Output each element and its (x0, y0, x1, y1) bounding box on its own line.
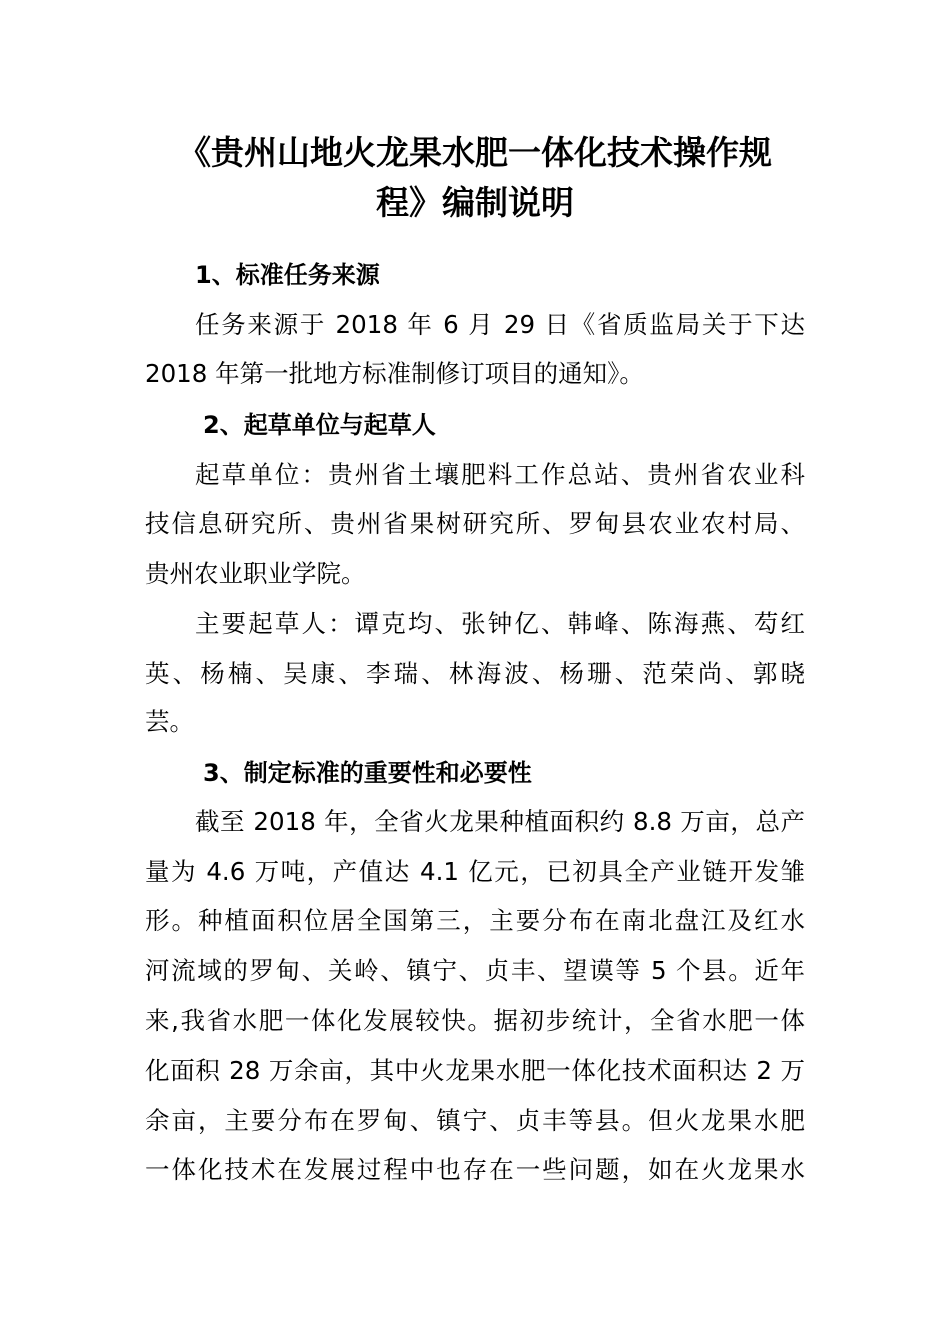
paragraph-line: 河流域的罗甸、关岭、镇宁、贞丰、望谟等 5 个县。近年 (145, 956, 805, 985)
paragraph-line: 截至 2018 年，全省火龙果种植面积约 8.8 万亩，总产 (195, 807, 805, 836)
paragraph-line: 余亩，主要分布在罗甸、镇宁、贞丰等县。但火龙果水肥 (145, 1106, 805, 1135)
paragraph-line: 主要起草人：谭克均、张钟亿、韩峰、陈海燕、芶红 (195, 609, 805, 638)
paragraph-line: 芸。 (145, 707, 194, 736)
paragraph-line: 来,我省水肥一体化发展较快。据初步统计，全省水肥一体 (145, 1006, 805, 1035)
paragraph-line: 起草单位：贵州省土壤肥料工作总站、贵州省农业科 (195, 460, 805, 489)
paragraph-line: 技信息研究所、贵州省果树研究所、罗甸县农业农村局、 (145, 509, 805, 538)
paragraph-line: 化面积 28 万余亩，其中火龙果水肥一体化技术面积达 2 万 (145, 1056, 805, 1085)
paragraph-line: 一体化技术在发展过程中也存在一些问题，如在火龙果水 (145, 1155, 805, 1184)
paragraph-line: 任务来源于 2018 年 6 月 29 日《省质监局关于下达 (195, 310, 805, 339)
paragraph-line: 形。种植面积位居全国第三，主要分布在南北盘江及红水 (145, 906, 805, 935)
section-heading: 3、制定标准的重要性和必要性 (203, 759, 532, 787)
paragraph-line: 贵州农业职业学院。 (145, 559, 366, 588)
section-heading: 1、标准任务来源 (195, 261, 380, 289)
paragraph-line: 英、杨楠、吴康、李瑞、林海波、杨珊、范荣尚、郭晓 (145, 659, 805, 688)
section-heading: 2、起草单位与起草人 (203, 411, 436, 439)
paragraph-line: 2018 年第一批地方标准制修订项目的通知》。 (145, 359, 644, 388)
paragraph-line: 量为 4.6 万吨，产值达 4.1 亿元，已初具全产业链开发雏 (145, 857, 805, 886)
title-line: 《贵州山地火龙果水肥一体化技术操作规 (178, 133, 772, 172)
title-line: 程》编制说明 (376, 183, 574, 222)
